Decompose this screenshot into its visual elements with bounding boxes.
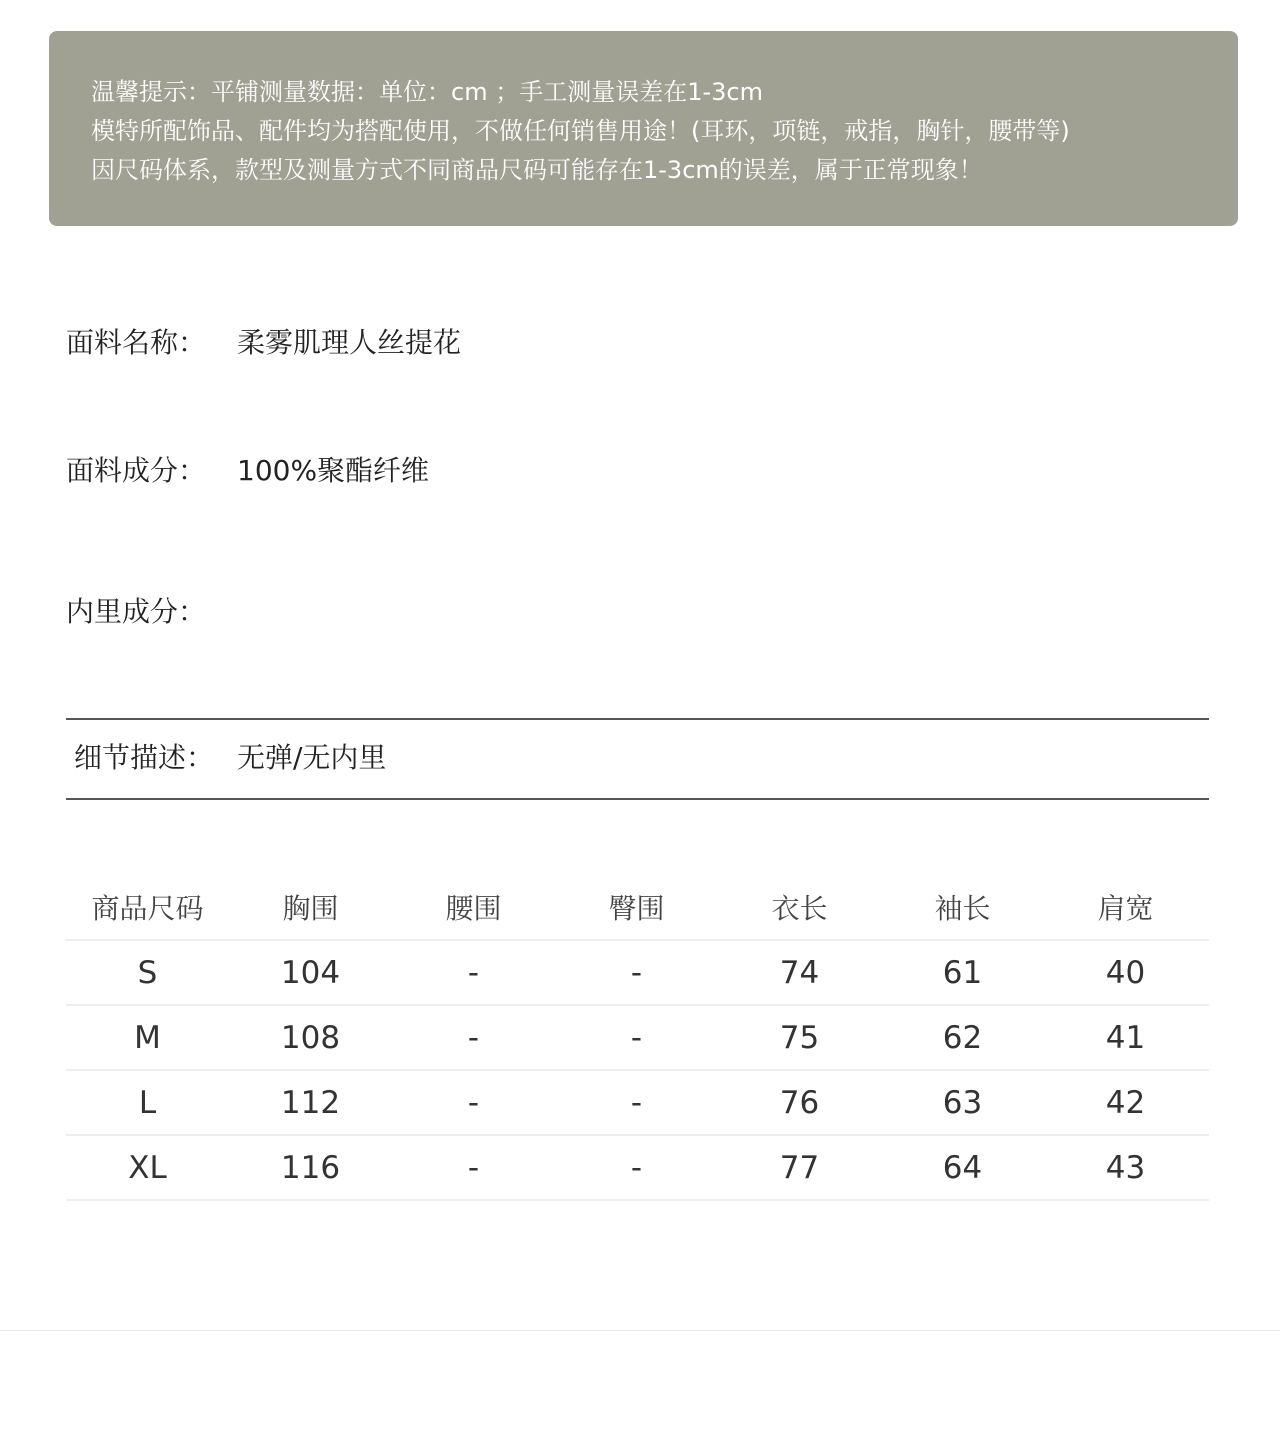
table-cell: 62 [942, 1019, 983, 1056]
table-cell: - [630, 1019, 643, 1056]
column-header: 肩宽 [1097, 892, 1154, 925]
lining-composition-label: 内里成分： [66, 595, 207, 628]
notice-line: 模特所配饰品、配件均为搭配使用，不做任何销售用途！(耳环，项链，戒指，胸针，腰带等) [91, 117, 1070, 145]
table-cell: 41 [1105, 1019, 1146, 1056]
size-table [66, 875, 1209, 1201]
table-cell: 75 [779, 1019, 820, 1056]
table-cell: - [467, 954, 480, 991]
notice-line: 因尺码体系，款型及测量方式不同商品尺码可能存在1-3cm的误差，属于正常现象！ [91, 156, 983, 184]
table-cell: - [630, 954, 643, 991]
table-cell: S [137, 954, 158, 991]
detail-top-divider [66, 718, 1209, 720]
table-cell: XL [128, 1149, 167, 1186]
table-row [66, 1006, 1209, 1071]
detail-row [74, 739, 386, 777]
column-header: 商品尺码 [91, 892, 204, 925]
table-cell: 64 [942, 1149, 983, 1186]
lining-composition-row [66, 594, 237, 630]
fabric-composition-value: 100%聚酯纤维 [237, 454, 430, 487]
column-header: 袖长 [934, 892, 991, 925]
fabric-name-label: 面料名称： [66, 326, 207, 359]
table-cell: 112 [280, 1084, 341, 1121]
detail-label: 细节描述： [74, 741, 215, 774]
fabric-name-row [66, 325, 461, 361]
table-cell: 116 [280, 1149, 341, 1186]
table-cell: - [467, 1084, 480, 1121]
fabric-composition-label: 面料成分： [66, 454, 207, 487]
table-row [66, 941, 1209, 1006]
table-cell: - [467, 1019, 480, 1056]
column-header: 胸围 [282, 892, 339, 925]
column-header: 腰围 [445, 892, 502, 925]
detail-bottom-divider [66, 798, 1209, 800]
table-row [66, 1071, 1209, 1136]
table-cell: - [630, 1149, 643, 1186]
notice-line: 温馨提示：平铺测量数据：单位：cm ；手工测量误差在1-3cm [91, 78, 763, 106]
table-cell: 61 [942, 954, 983, 991]
column-header: 臀围 [608, 892, 665, 925]
size-table-header [66, 875, 1209, 941]
table-cell: M [134, 1019, 161, 1056]
bottom-divider [0, 1330, 1280, 1331]
table-cell: 108 [280, 1019, 341, 1056]
table-cell: 104 [280, 954, 341, 991]
table-cell: L [138, 1084, 157, 1121]
table-cell: - [630, 1084, 643, 1121]
table-cell: - [467, 1149, 480, 1186]
fabric-name-value: 柔雾肌理人丝提花 [237, 326, 462, 359]
table-cell: 63 [942, 1084, 983, 1121]
table-row [66, 1136, 1209, 1201]
table-cell: 42 [1105, 1084, 1146, 1121]
column-header: 衣长 [771, 892, 828, 925]
fabric-composition-row [66, 453, 429, 489]
table-cell: 40 [1105, 954, 1146, 991]
notice-box [49, 31, 1238, 226]
table-cell: 77 [779, 1149, 820, 1186]
detail-value: 无弹/无内里 [237, 741, 387, 774]
table-cell: 43 [1105, 1149, 1146, 1186]
table-cell: 76 [779, 1084, 820, 1121]
table-cell: 74 [779, 954, 820, 991]
